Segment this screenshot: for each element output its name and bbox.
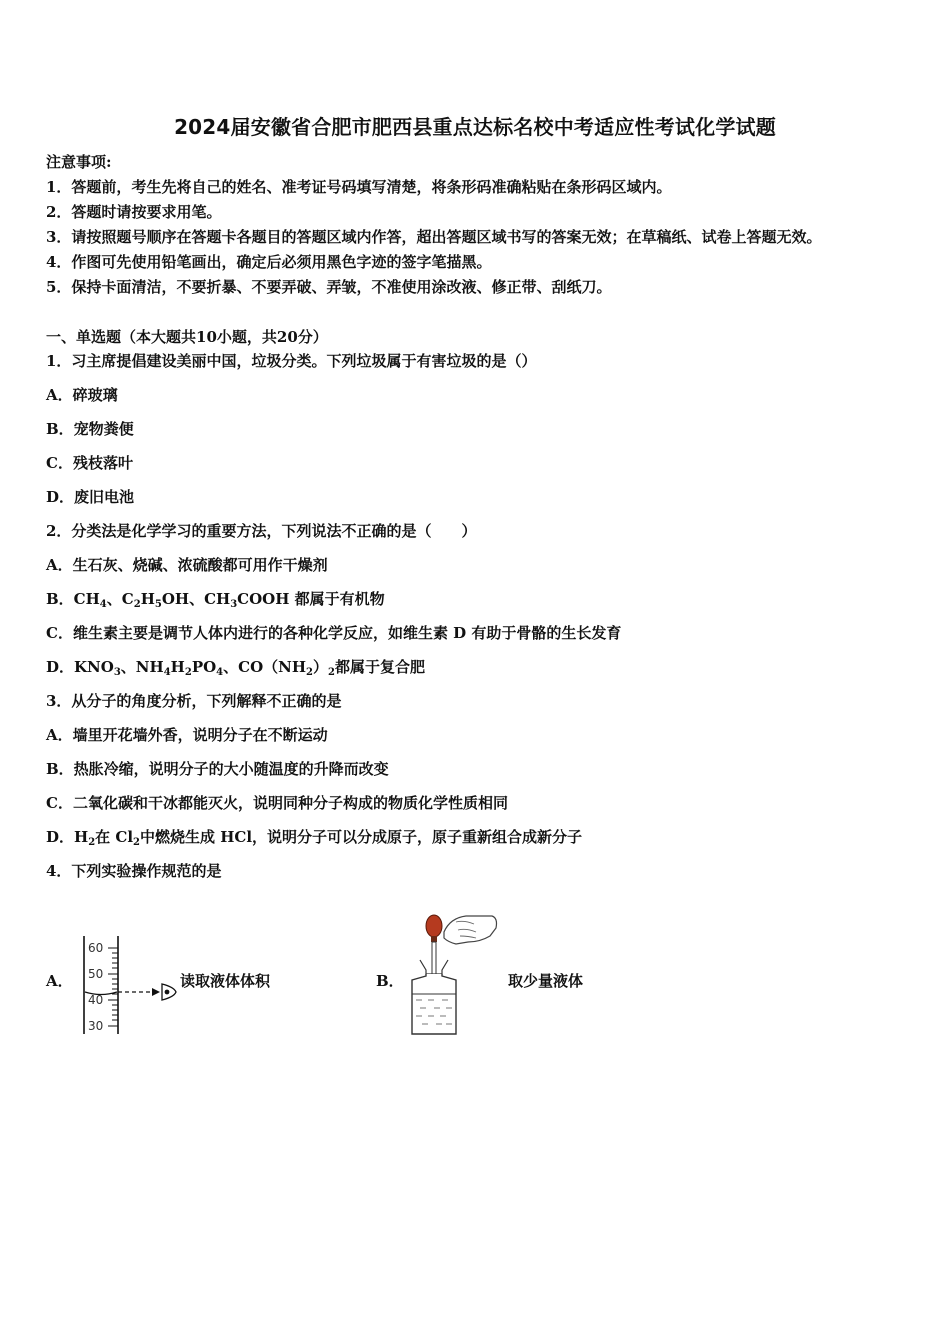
question-2-option-c: C．维生素主要是调节人体内进行的各种化学反应，如维生素 D 有助于骨骼的生长发育 — [46, 624, 622, 642]
cylinder-tick-label: 60 — [88, 941, 104, 955]
question-3-option-a: A．墙里开花墙外香，说明分子在不断运动 — [46, 726, 328, 744]
cylinder-scale-ticks — [108, 948, 118, 1026]
question-1-stem: 1．习主席提倡建设美丽中国，垃圾分类。下列垃圾属于有害垃圾的是（） — [46, 352, 537, 370]
question-1-option-b: B．宠物粪便 — [46, 420, 134, 438]
cylinder-tick-label: 50 — [88, 967, 104, 981]
graduated-cylinder-figure — [72, 932, 182, 1038]
question-1-option-c: C．残枝落叶 — [46, 454, 133, 472]
question-3-stem: 3．从分子的角度分析，下列解释不正确的是 — [46, 692, 342, 710]
dropper-collar — [431, 936, 437, 942]
arrow-head — [152, 988, 160, 996]
question-4-option-a-letter: A． — [46, 972, 73, 990]
question-4-stem: 4．下列实验操作规范的是 — [46, 862, 222, 880]
cylinder-tick-label: 40 — [88, 993, 104, 1007]
notice-heading: 注意事项: — [46, 153, 112, 171]
section-heading: 一、单选题（本大题共10小题，共20分） — [46, 328, 328, 346]
notice-item: 5．保持卡面清洁，不要折暴、不要弄破、弄皱，不准使用涂改液、修正带、刮纸刀。 — [46, 278, 612, 296]
dropper-bottle-figure — [404, 906, 500, 1040]
question-2-option-d: D．$KNO_3$、$NH_4H_2PO_4$、$CO(NH_2)_2$都属于复合肥 — [46, 658, 425, 678]
notice-item: 3．请按照题号顺序在答题卡各题目的答题区域内作答，超出答题区域书写的答案无效；在草稿纸、试卷上答题无效。 — [46, 228, 822, 246]
notice-item: 1．答题前，考生先将自己的姓名、准考证号码填写清楚，将条形码准确粘贴在条形码区域内。 — [46, 178, 672, 196]
question-2-option-a: A．生石灰、烧碱、浓硫酸都可用作干燥剂 — [46, 556, 328, 574]
question-4-option-b-letter: B． — [376, 972, 404, 990]
page-title: 2024届安徽省合肥市肥西县重点达标名校中考适应性考试化学试题 — [174, 115, 776, 139]
question-4-option-a-text: 读取液体体积 — [180, 972, 271, 990]
question-1-option-d: D．废旧电池 — [46, 488, 135, 506]
reagent-bottle — [412, 974, 456, 1034]
question-2-option-b: B．$CH_4$、$C_2H_5OH$、$CH_3COOH$ 都属于有机物 — [46, 590, 385, 610]
eye-pupil — [165, 990, 170, 995]
dropper-bulb — [426, 915, 442, 937]
cylinder-tick-label: 30 — [88, 1019, 104, 1033]
notice-item: 2．答题时请按要求用笔。 — [46, 203, 222, 221]
question-3-option-c: C．二氧化碳和干冰都能灭火，说明同种分子构成的物质化学性质相同 — [46, 794, 508, 812]
notice-item: 4．作图可先使用铅笔画出，确定后必须用黑色字迹的签字笔描黑。 — [46, 253, 492, 271]
question-3-option-b: B．热胀冷缩，说明分子的大小随温度的升降而改变 — [46, 760, 389, 778]
question-2-stem: 2．分类法是化学学习的重要方法，下列说法不正确的是（ ） — [46, 522, 477, 540]
question-3-option-d: D．$H_2$在 $Cl_2$中燃烧生成 HCl，说明分子可以分成原子，原子重新组合成新分子 — [46, 828, 583, 848]
question-1-option-a: A．碎玻璃 — [46, 386, 118, 404]
question-4-option-b-text: 取少量液体 — [508, 972, 584, 990]
